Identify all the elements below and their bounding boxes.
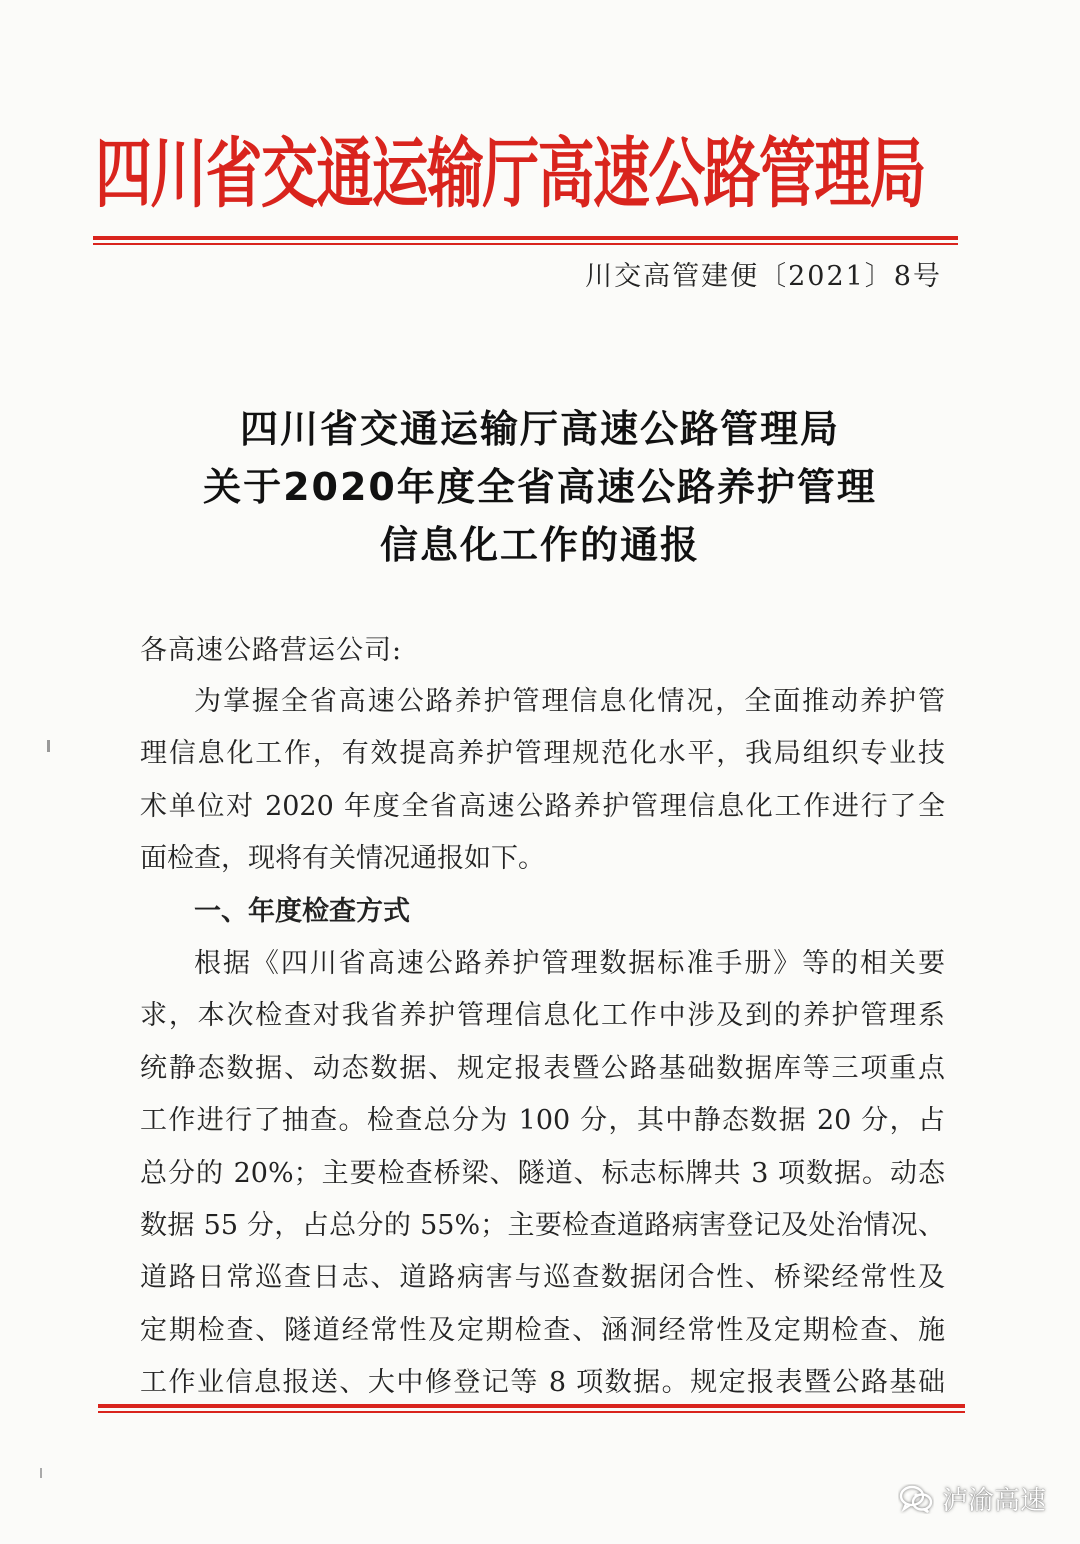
salutation: 各高速公路营运公司: <box>140 635 403 666</box>
paragraph-2-line: 工作进行了抽查。检查总分为 100 分，其中静态数据 20 分，占 <box>140 1105 945 1137</box>
paragraph-2-line: 根据《四川省高速公路养护管理数据标准手册》等的相关要 <box>194 947 945 979</box>
body-text <box>140 676 945 1409</box>
scan-artifact <box>47 740 50 752</box>
header-rule-thick <box>93 236 958 240</box>
footer-rule-thick <box>98 1404 965 1408</box>
organization-header: 四川省交通运输厅高速公路管理局 <box>95 128 925 218</box>
title-line-3: 信息化工作的通报 <box>379 523 700 567</box>
paragraph-1-line: 为掌握全省高速公路养护管理信息化情况，全面推动养护管 <box>194 686 945 717</box>
header-rule-thin <box>93 243 958 245</box>
wechat-icon <box>898 1484 934 1514</box>
paragraph-2-line: 求，本次检查对我省养护管理信息化工作中涉及到的养护管理系 <box>140 1000 945 1032</box>
section-heading: 一、年度检查方式 <box>194 895 410 927</box>
paragraph-2-line: 工作业信息报送、大中修登记等 8 项数据。规定报表暨公路基础 <box>140 1367 945 1399</box>
document-number: 川交高管建便〔2021〕8号 <box>585 261 942 292</box>
paragraph-1-line: 理信息化工作，有效提高养护管理规范化水平，我局组织专业技 <box>140 738 945 770</box>
watermark-text: 泸渝高速 <box>941 1486 1046 1516</box>
footer-rule-thin <box>98 1411 965 1413</box>
scan-artifact <box>40 1468 42 1478</box>
paragraph-1-line: 面检查，现将有关情况通报如下。 <box>140 843 545 875</box>
paragraph-2-line: 数据 55 分，占总分的 55%；主要检查道路病害登记及处治情况、 <box>140 1209 945 1241</box>
title-line-1: 四川省交通运输厅高速公路管理局 <box>239 407 840 451</box>
paragraph-2-line: 道路日常巡查日志、道路病害与巡查数据闭合性、桥梁经常性及 <box>140 1262 945 1294</box>
paragraph-1-line: 术单位对 2020 年度全省高速公路养护管理信息化工作进行了全 <box>140 790 945 822</box>
document-title <box>0 400 1080 574</box>
paragraph-2-line: 总分的 20%；主要检查桥梁、隧道、标志标牌共 3 项数据。动态 <box>140 1157 945 1189</box>
watermark <box>898 1480 1046 1517</box>
paragraph-2-line: 定期检查、隧道经常性及定期检查、涵洞经常性及定期检查、施 <box>140 1314 945 1346</box>
title-line-2: 关于2020年度全省高速公路养护管理 <box>203 465 877 509</box>
paragraph-2-line: 统静态数据、动态数据、规定报表暨公路基础数据库等三项重点 <box>140 1052 945 1084</box>
